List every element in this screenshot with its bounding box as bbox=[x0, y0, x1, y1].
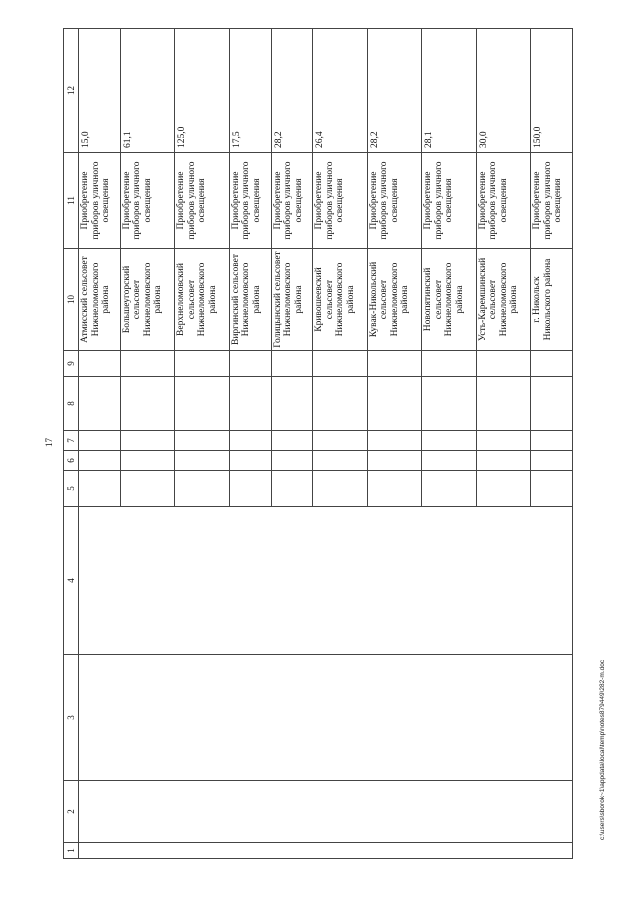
amount-cell: 30,0 bbox=[476, 29, 530, 153]
amount-cell: 26,4 bbox=[313, 29, 367, 153]
recipient-name-cell: Новопятинский сельсовет Нижнеломовского района bbox=[422, 249, 476, 351]
column-number: 2 bbox=[64, 781, 79, 843]
empty-cell bbox=[79, 451, 121, 471]
empty-cell bbox=[175, 451, 229, 471]
empty-cell bbox=[271, 451, 313, 471]
column-number: 5 bbox=[64, 471, 79, 507]
empty-cell bbox=[79, 351, 121, 377]
empty-cell bbox=[531, 471, 573, 507]
column-number: 9 bbox=[64, 351, 79, 377]
empty-cell bbox=[175, 351, 229, 377]
page-number: 17 bbox=[44, 438, 54, 447]
amount-cell: 150,0 bbox=[531, 29, 573, 153]
amount-cell: 125,0 bbox=[175, 29, 229, 153]
empty-cell bbox=[367, 351, 421, 377]
column-number-row bbox=[64, 29, 79, 859]
empty-cell bbox=[313, 451, 367, 471]
empty-merged-cell bbox=[79, 781, 573, 843]
empty-cell bbox=[229, 351, 271, 377]
empty-cell bbox=[476, 451, 530, 471]
empty-cell bbox=[476, 471, 530, 507]
empty-cell bbox=[175, 377, 229, 431]
purpose-cell: Приобретение приборов уличного освещения bbox=[229, 153, 271, 249]
file-path-footer: c:\users\sborok~1\appdata\local\temp\notes879449\282-m.doc bbox=[599, 659, 606, 840]
empty-cell bbox=[531, 431, 573, 451]
empty-cell bbox=[422, 451, 476, 471]
column-number: 11 bbox=[64, 153, 79, 249]
empty-cell bbox=[476, 351, 530, 377]
empty-cell bbox=[476, 431, 530, 451]
amount-cell: 61,1 bbox=[120, 29, 174, 153]
empty-cell bbox=[120, 431, 174, 451]
recipient-name-cell: Кувак-Никольский сельсовет Нижнеломовского района bbox=[367, 249, 421, 351]
purpose-cell: Приобретение приборов уличного освещения bbox=[313, 153, 367, 249]
empty-merged-cell bbox=[79, 507, 573, 655]
empty-cell bbox=[422, 377, 476, 431]
empty-cell bbox=[313, 377, 367, 431]
empty-cell bbox=[271, 377, 313, 431]
column-number: 8 bbox=[64, 377, 79, 431]
purpose-cell: Приобретение приборов уличного освещения bbox=[422, 153, 476, 249]
column-number: 1 bbox=[64, 843, 79, 859]
column-number: 12 bbox=[64, 29, 79, 153]
empty-cell bbox=[229, 377, 271, 431]
recipient-name-cell: Голицынский сельсовет Нижнеломовского района bbox=[271, 249, 313, 351]
empty-cell bbox=[531, 351, 573, 377]
recipient-name-cell: Кривошеевский сельсовет Нижнеломовского района bbox=[313, 249, 367, 351]
purpose-cell: Приобретение приборов уличного освещения bbox=[531, 153, 573, 249]
recipient-name-cell: Большеугорский сельсовет Нижнеломовского района bbox=[120, 249, 174, 351]
empty-merged-cell bbox=[79, 843, 573, 859]
recipient-name-cell: Усть-Каремшинский сельсовет Нижнеломовского района bbox=[476, 249, 530, 351]
empty-cell bbox=[367, 451, 421, 471]
amount-cell: 28,1 bbox=[422, 29, 476, 153]
empty-cell bbox=[79, 471, 121, 507]
empty-cell bbox=[229, 431, 271, 451]
recipient-name-cell: г. Никольск Никольского района bbox=[531, 249, 573, 351]
empty-cell bbox=[367, 431, 421, 451]
column-number: 4 bbox=[64, 507, 79, 655]
empty-cell bbox=[79, 431, 121, 451]
empty-cell bbox=[229, 471, 271, 507]
empty-cell bbox=[271, 351, 313, 377]
column-number: 6 bbox=[64, 451, 79, 471]
purpose-cell: Приобретение приборов уличного освещения bbox=[476, 153, 530, 249]
column-number: 3 bbox=[64, 655, 79, 781]
empty-cell bbox=[367, 377, 421, 431]
purpose-cell: Приобретение приборов уличного освещения bbox=[271, 153, 313, 249]
amount-cell: 28,2 bbox=[367, 29, 421, 153]
empty-cell bbox=[271, 431, 313, 451]
empty-cell bbox=[175, 431, 229, 451]
empty-cell bbox=[422, 471, 476, 507]
empty-cell bbox=[175, 471, 229, 507]
budget-table bbox=[63, 28, 573, 859]
recipient-name-cell: Атмисский сельсовет Нижнеломовского района bbox=[79, 249, 121, 351]
empty-cell bbox=[313, 471, 367, 507]
empty-cell bbox=[120, 471, 174, 507]
empty-merged-cell bbox=[79, 655, 573, 781]
empty-cell bbox=[120, 351, 174, 377]
empty-cell bbox=[476, 377, 530, 431]
empty-cell bbox=[367, 471, 421, 507]
amount-cell: 15,0 bbox=[79, 29, 121, 153]
empty-cell bbox=[120, 451, 174, 471]
purpose-cell: Приобретение приборов уличного освещения bbox=[367, 153, 421, 249]
purpose-cell: Приобретение приборов уличного освещения bbox=[175, 153, 229, 249]
empty-cell bbox=[531, 377, 573, 431]
empty-cell bbox=[313, 431, 367, 451]
rotated-table-sheet bbox=[63, 29, 573, 859]
empty-cell bbox=[120, 377, 174, 431]
recipient-name-cell: Виргинский сельсовет Нижнеломовского района bbox=[229, 249, 271, 351]
empty-cell bbox=[531, 451, 573, 471]
amount-cell: 17,5 bbox=[229, 29, 271, 153]
recipient-name-cell: Верхнеломовский сельсовет Нижнеломовского района bbox=[175, 249, 229, 351]
column-number: 7 bbox=[64, 431, 79, 451]
empty-cell bbox=[422, 431, 476, 451]
empty-cell bbox=[79, 377, 121, 431]
empty-cell bbox=[229, 451, 271, 471]
empty-cell bbox=[422, 351, 476, 377]
purpose-cell: Приобретение приборов уличного освещения bbox=[120, 153, 174, 249]
column-number: 10 bbox=[64, 249, 79, 351]
amount-cell: 28,2 bbox=[271, 29, 313, 153]
table-row bbox=[79, 29, 121, 859]
empty-cell bbox=[313, 351, 367, 377]
purpose-cell: Приобретение приборов уличного освещения bbox=[79, 153, 121, 249]
empty-cell bbox=[271, 471, 313, 507]
